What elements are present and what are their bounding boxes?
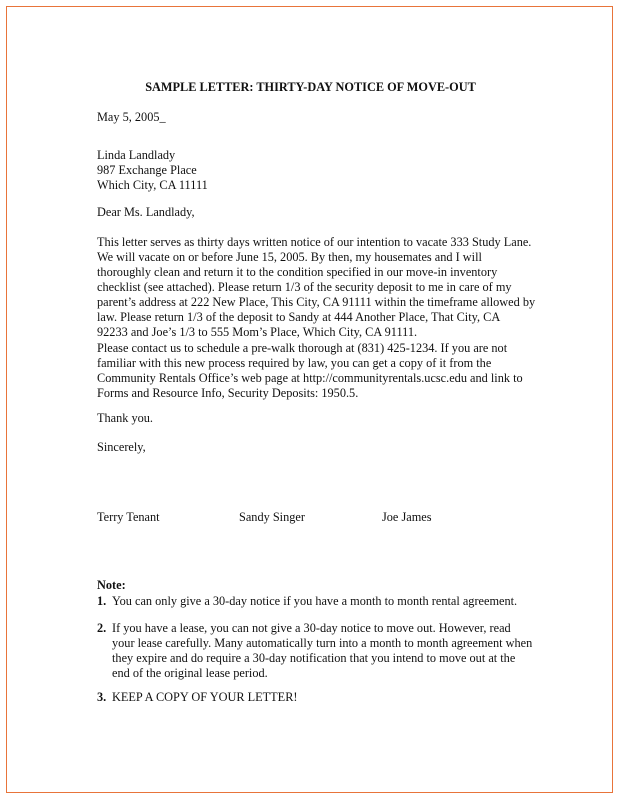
paragraph-line: Forms and Resource Info, Security Deposits: 1950.5. [97, 386, 359, 400]
recipient-name: Linda Landlady [97, 148, 176, 162]
paragraph-line: 92233 and Joe’s 1/3 to 555 Mom’s Place, Which City, CA 91111. [97, 325, 418, 339]
note-line: You can only give a 30-day notice if you have a month to month rental agreement. [112, 594, 518, 608]
signature-sandy: Sandy Singer [239, 510, 305, 524]
note-line: KEEP A COPY OF YOUR LETTER! [112, 690, 298, 704]
signature-terry: Terry Tenant [97, 510, 160, 524]
note-line: If you have a lease, you can not give a 30-day notice to move out. However, read [112, 621, 511, 635]
letter-date: May 5, 2005_ [97, 110, 166, 124]
body-paragraph-2 [97, 341, 537, 401]
note-number: 1. [97, 594, 107, 608]
note-line: they expire and do require a 30-day notification that you intend to move out at the [112, 651, 516, 665]
paragraph-line: checklist (see attached). Please return 1/3 of the security deposit to me in care of my [97, 280, 512, 294]
paragraph-line: This letter serves as thirty days written notice of our intention to vacate 333 Study Lane. [97, 235, 532, 249]
signature-joe: Joe James [382, 510, 432, 524]
closing: Sincerely, [97, 440, 146, 454]
paragraph-line: Please contact us to schedule a pre-walk thorough at (831) 425-1234. If you are not [97, 341, 508, 355]
recipient-address [97, 148, 537, 193]
letter-title: SAMPLE LETTER: THIRTY-DAY NOTICE OF MOVE-OUT [145, 80, 476, 94]
body-paragraph-1 [97, 235, 537, 340]
paragraph-line: parent’s address at 222 New Place, This City, CA 91111 within the timeframe allowed by [97, 295, 536, 309]
paragraph-line: We will vacate on or before June 15, 2005. By then, my housemates and I will [97, 250, 482, 264]
paragraph-line: law. Please return 1/3 of the deposit to Sandy at 444 Another Place, That City, CA [97, 310, 501, 324]
paragraph-line: familiar with this new process required by law, you can get a copy of it from the [97, 356, 492, 370]
note-number: 3. [97, 690, 107, 704]
paragraph-line: thoroughly clean and return it to the condition specified in our move-in inventory [97, 265, 498, 279]
paragraph-line: Community Rentals Office’s web page at http://communityrentals.ucsc.edu and link to [97, 371, 523, 385]
note-number: 2. [97, 621, 107, 635]
thank-you: Thank you. [97, 411, 154, 425]
note-line: end of the original lease period. [112, 666, 268, 680]
recipient-street: 987 Exchange Place [97, 163, 197, 177]
note-heading: Note: [97, 578, 126, 592]
note-line: your lease carefully. Many automatically turn into a month to month agreement when [112, 636, 533, 650]
recipient-city: Which City, CA 11111 [97, 178, 208, 192]
salutation: Dear Ms. Landlady, [97, 205, 195, 219]
